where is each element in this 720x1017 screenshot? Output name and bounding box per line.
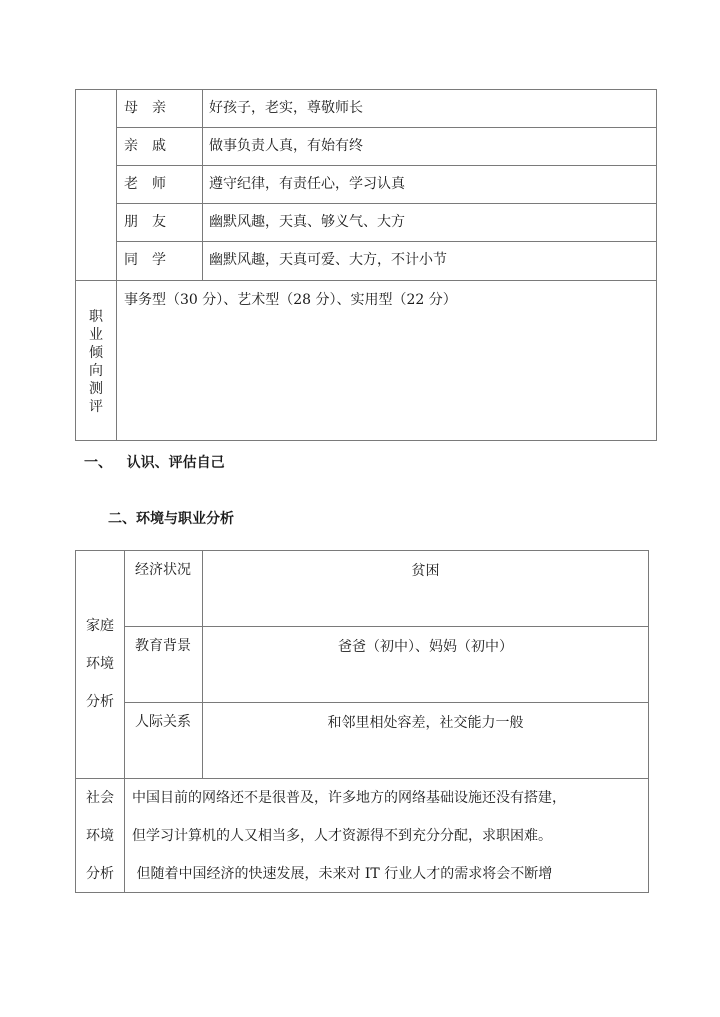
section-heading-one: 一、 认识、评估自己 bbox=[84, 455, 225, 471]
row-divider bbox=[75, 280, 657, 281]
section-heading-two: 二、环境与职业分析 bbox=[108, 511, 234, 527]
career-test-label: 职业倾向测评 bbox=[89, 309, 103, 415]
table-border bbox=[656, 89, 657, 441]
column-divider bbox=[202, 89, 203, 280]
family-environment-label: 家庭环境分析 bbox=[86, 618, 114, 710]
column-divider bbox=[116, 89, 117, 441]
evaluator-label: 亲戚 bbox=[124, 138, 180, 154]
family-item-value: 和邻里相处容差，社交能力一般 bbox=[327, 715, 524, 731]
evaluation-comment: 幽默风趣，天真可爱、大方，不计小节 bbox=[209, 252, 447, 268]
evaluator-label: 同学 bbox=[124, 252, 180, 268]
evaluator-label: 老师 bbox=[124, 176, 180, 192]
social-environment-label: 社会环境分析 bbox=[86, 790, 114, 882]
table-border bbox=[75, 89, 657, 90]
row-divider bbox=[116, 241, 657, 242]
family-item-label: 经济状况 bbox=[135, 562, 191, 578]
table-border bbox=[75, 440, 657, 441]
row-divider bbox=[116, 165, 657, 166]
career-test-result: 事务型（30 分）、艺术型（28 分）、实用型（22 分） bbox=[124, 292, 457, 308]
row-divider bbox=[116, 127, 657, 128]
family-item-label: 教育背景 bbox=[135, 638, 191, 654]
column-divider bbox=[124, 550, 125, 893]
evaluation-comment: 好孩子，老实，尊敬师长 bbox=[209, 100, 363, 116]
evaluator-label: 母亲 bbox=[124, 100, 180, 116]
social-analysis-line: 中国目前的网络还不是很普及，许多地方的网络基础设施还没有搭建， bbox=[132, 790, 566, 806]
table-border bbox=[648, 550, 649, 893]
social-analysis-line: 但随着中国经济的快速发展，未来对 IT 行业人才的需求将会不断增 bbox=[132, 866, 553, 882]
family-item-label: 人际关系 bbox=[135, 714, 191, 730]
family-item-value: 贫困 bbox=[411, 563, 440, 579]
social-analysis-line: 但学习计算机的人又相当多，人才资源得不到充分分配，求职困难。 bbox=[132, 828, 552, 844]
evaluation-comment: 幽默风趣，天真、够义气、大方 bbox=[209, 214, 405, 230]
column-divider bbox=[202, 550, 203, 778]
row-divider bbox=[116, 203, 657, 204]
evaluator-label: 朋友 bbox=[124, 214, 180, 230]
evaluation-comment: 做事负责人真，有始有终 bbox=[209, 138, 363, 154]
family-item-value: 爸爸（初中）、妈妈（初中） bbox=[338, 639, 513, 655]
table-border bbox=[75, 89, 76, 441]
evaluation-comment: 遵守纪律，有责任心，学习认真 bbox=[209, 176, 405, 192]
